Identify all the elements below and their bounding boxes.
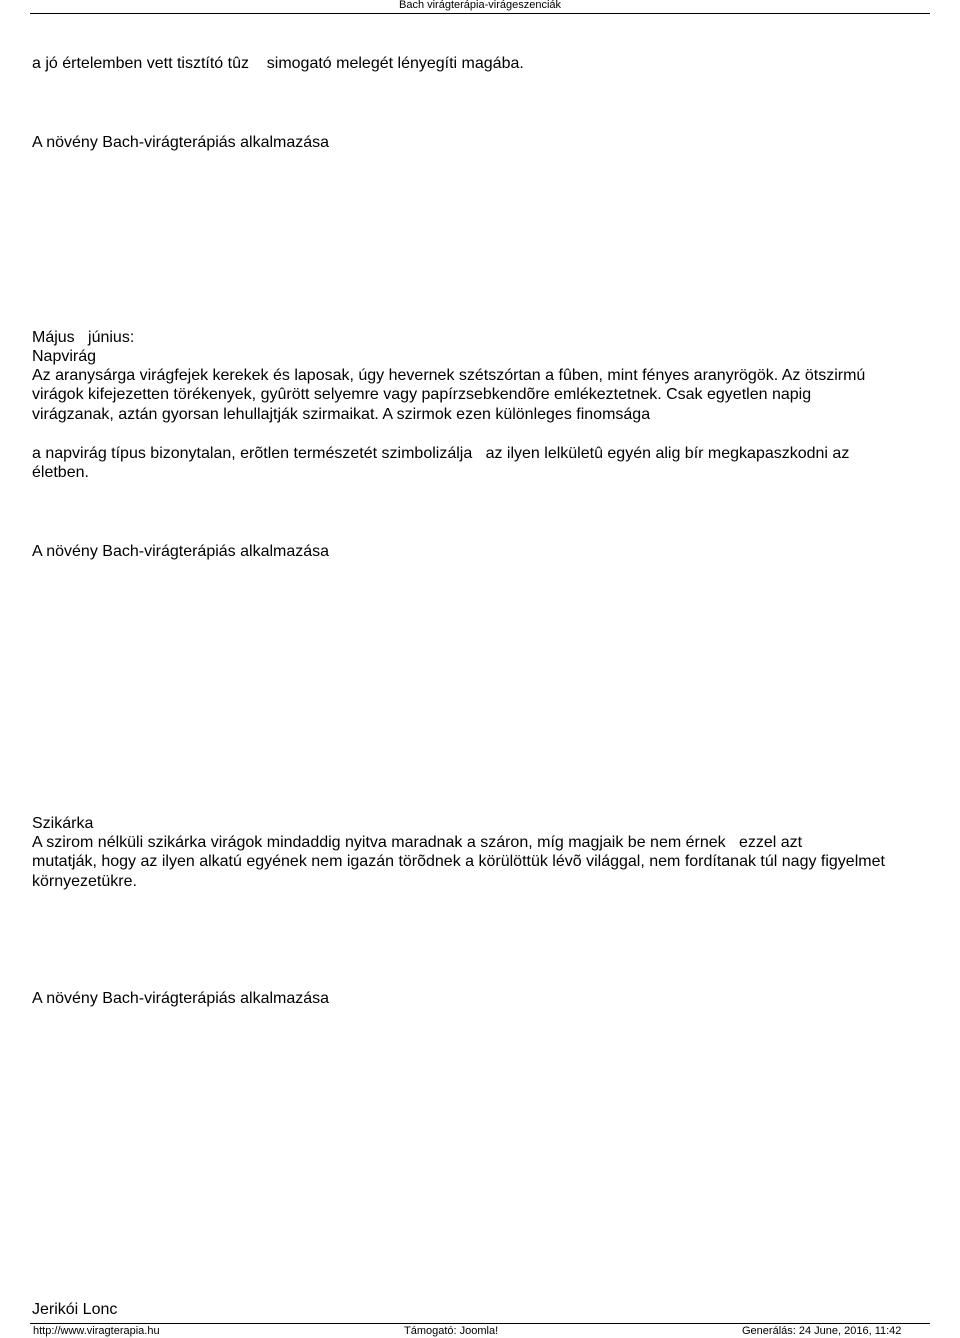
page-header-title: Bach virágterápia-virágeszenciák bbox=[398, 0, 562, 11]
napvirag-text-line-2: virágok kifejezetten törékenyek, gyûrött selyemre vagy papírzsebkendõre emlékeztetnek. Csak egyetlen napig bbox=[32, 386, 812, 403]
section-heading-1: A növény Bach-virágterápiás alkalmazása bbox=[32, 134, 330, 151]
szikarka-text-line-1: A szirom nélküli szikárka virágok mindaddig nyitva maradnak a száron, míg magjaik be nem érnek ezzel azt bbox=[32, 834, 803, 851]
header-divider bbox=[30, 13, 930, 14]
jerikoi-lonc-title: Jerikói Lonc bbox=[32, 1301, 118, 1318]
napvirag-symbol-line-2: életben. bbox=[32, 464, 89, 481]
footer-divider bbox=[30, 1323, 930, 1324]
szikarka-text-line-3: környezetükre. bbox=[32, 873, 137, 890]
napvirag-title: Napvirág bbox=[32, 348, 97, 365]
napvirag-symbol-line-1: a napvirág típus bizonytalan, erõtlen természetét szimbolizálja az ilyen lelkületû egyén alig bír megkapaszkodni az bbox=[32, 445, 850, 462]
footer-generated-timestamp: Generálás: 24 June, 2016, 11:42 bbox=[742, 1325, 902, 1337]
footer-sponsor: Támogató: Joomla! bbox=[404, 1325, 499, 1337]
napvirag-text-line-3: virágzanak, aztán gyorsan lehullajtják szirmaikat. A szirmok ezen különleges finomsága bbox=[32, 406, 651, 423]
section-heading-2: A növény Bach-virágterápiás alkalmazása bbox=[32, 543, 330, 560]
napvirag-period: Május június: bbox=[32, 329, 135, 346]
footer-url-link[interactable]: http://www.viragterapia.hu bbox=[33, 1325, 160, 1337]
napvirag-text-line-1: Az aranysárga virágfejek kerekek és laposak, úgy hevernek szétszórtan a fûben, mint fényes aranyrögök. Az ötszirmú bbox=[32, 367, 866, 384]
section-heading-3: A növény Bach-virágterápiás alkalmazása bbox=[32, 990, 330, 1007]
intro-line: a jó értelemben vett tisztító tûz simogató melegét lényegíti magába. bbox=[32, 55, 524, 72]
szikarka-text-line-2: mutatják, hogy az ilyen alkatú egyének nem igazán törõdnek a körülöttük lévõ világgal, nem fordítanak túl nagy figyelmet bbox=[32, 853, 885, 870]
szikarka-title: Szikárka bbox=[32, 815, 94, 832]
